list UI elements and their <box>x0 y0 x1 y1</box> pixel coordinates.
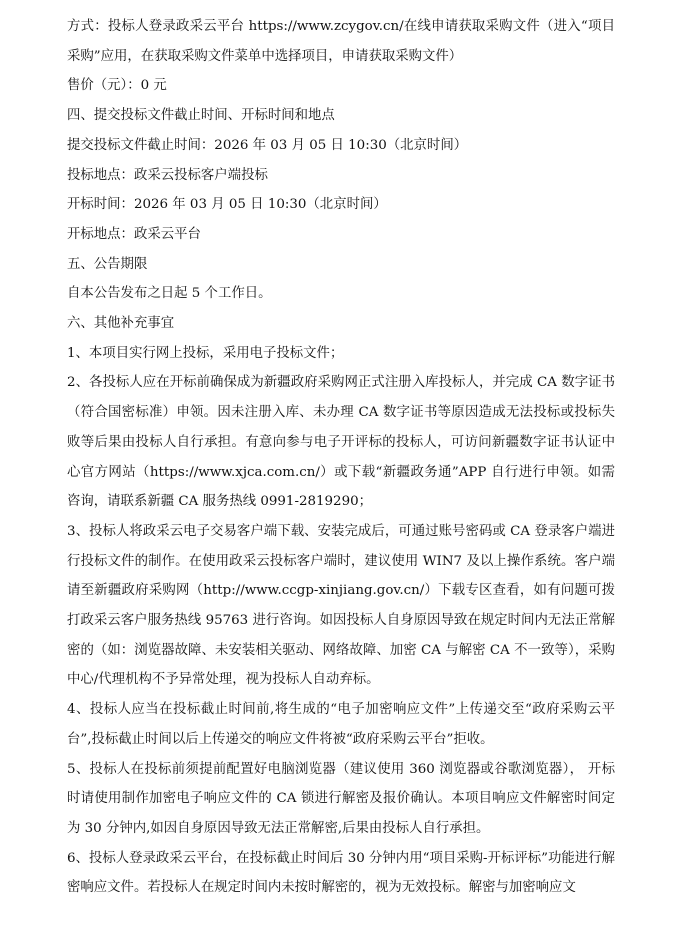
text-line: 请至新疆政府采购网（http://www.ccgp-xinjiang.gov.cn/）下载专区查看，如有问题可拨 <box>67 583 615 599</box>
item-2-paragraph <box>67 368 615 517</box>
text-line: 六、其他补充事宜 <box>67 316 175 332</box>
text-line: 行解密响应文件。若投标人在规定时间内未按时解密的，视为无效投标。解密与加密响应文 <box>67 850 615 896</box>
text-line: 1、本项目实行网上投标，采用电子投标文件； <box>67 345 344 361</box>
opening-time-paragraph <box>67 190 615 220</box>
bid-location-paragraph <box>67 161 615 191</box>
text-line: 行投标文件的制作。在使用政采云投标客户端时，建议使用 WIN7 及以上操作系统。客户端 <box>67 553 615 569</box>
item-5-paragraph <box>67 755 615 844</box>
text-line: 5、投标人在投标前须提前配置好电脑浏览器（建议使用 360 浏览器或谷歌浏览器）， 开标 <box>67 761 615 777</box>
text-line: （符合国密标准）申领。因未注册入库、未办理 CA 数字证书等原因造成无法投标或投标失 <box>67 405 615 421</box>
section-five-heading <box>67 250 615 280</box>
section-six-heading <box>67 309 615 339</box>
text-line: 咨询，请联系新疆 CA 服务热线 0991-2819290； <box>67 494 373 510</box>
item-4-paragraph <box>67 695 615 754</box>
item-3-paragraph <box>67 517 615 695</box>
text-line: 为 30 分钟内,如因自身原因导致无法正常解密,后果由投标人自行承担。 <box>67 820 490 836</box>
price-paragraph <box>67 71 615 101</box>
text-line: 开标地点：政采云平台 <box>67 226 201 242</box>
text-line: 心官方网站（https://www.xjca.com.cn/）或下载“新疆政务通”APP 自行进行申领。如需 <box>67 464 615 480</box>
text-line: 6、投标人登录政采云平台，在投标截止时间后 30 分钟内用“项目采购-开标评标”功能进 <box>67 850 589 866</box>
text-line: 提交投标文件截止时间：2026 年 03 月 05 日 10:30（北京时间） <box>67 137 468 153</box>
text-line: 目采购”应用，在获取采购文件菜单中选择项目，申请获取采购文件） <box>67 19 615 64</box>
text-line: 自本公告发布之日起 5 个工作日。 <box>67 286 272 302</box>
text-line: 4、投标人应当在投标截止时间前,将生成的“电子加密响应文件”上传递交至“政府采购云 <box>67 702 602 718</box>
text-line: 四、提交投标文件截止时间、开标时间和地点 <box>67 108 335 124</box>
text-line: 打政采云客户服务热线 95763 进行咨询。如因投标人自身原因导致在规定时间内无法正常解 <box>67 613 615 629</box>
text-line: 败等后果由投标人自行承担。有意向参与电子开评标的投标人，可访问新疆数字证书认证中 <box>67 434 615 450</box>
text-line: 开标时间：2026 年 03 月 05 日 10:30（北京时间） <box>67 197 387 213</box>
text-line: 售价（元）：0 元 <box>67 78 167 94</box>
item-1-paragraph <box>67 339 615 369</box>
submission-deadline-paragraph <box>67 131 615 161</box>
text-line: 2、各投标人应在开标前确保成为新疆政府采购网正式注册入库投标人，并完成 CA 数字证书 <box>67 375 615 391</box>
text-line: 中心/代理机构不予异常处理，视为投标人自动弃标。 <box>67 672 380 688</box>
opening-location-paragraph <box>67 220 615 250</box>
section-four-heading <box>67 101 615 131</box>
item-6-paragraph <box>67 844 615 903</box>
text-line: 时请使用制作加密电子响应文件的 CA 锁进行解密及报价确认。本项目响应文件解密时间定 <box>67 791 615 807</box>
text-line: 方式：投标人登录政采云平台 https://www.zcygov.cn/在线申请获取采购文件（进入“项 <box>67 19 602 34</box>
purchase-method-paragraph <box>67 12 615 71</box>
text-line: 3、投标人将政采云电子交易客户端下载、安装完成后，可通过账号密码或 CA 登录客户端进 <box>67 523 615 539</box>
text-line: 五、公告期限 <box>67 256 148 272</box>
text-line: 平台”,投标截止时间以后上传递交的响应文件将被“政府采购云平台”拒收。 <box>67 702 615 747</box>
text-line: 密的（如：浏览器故障、未安装相关驱动、网络故障、加密 CA 与解密 CA 不一致等），采购 <box>67 642 615 658</box>
text-line: 投标地点：政采云投标客户端投标 <box>67 167 268 183</box>
announcement-period-paragraph <box>67 279 615 309</box>
